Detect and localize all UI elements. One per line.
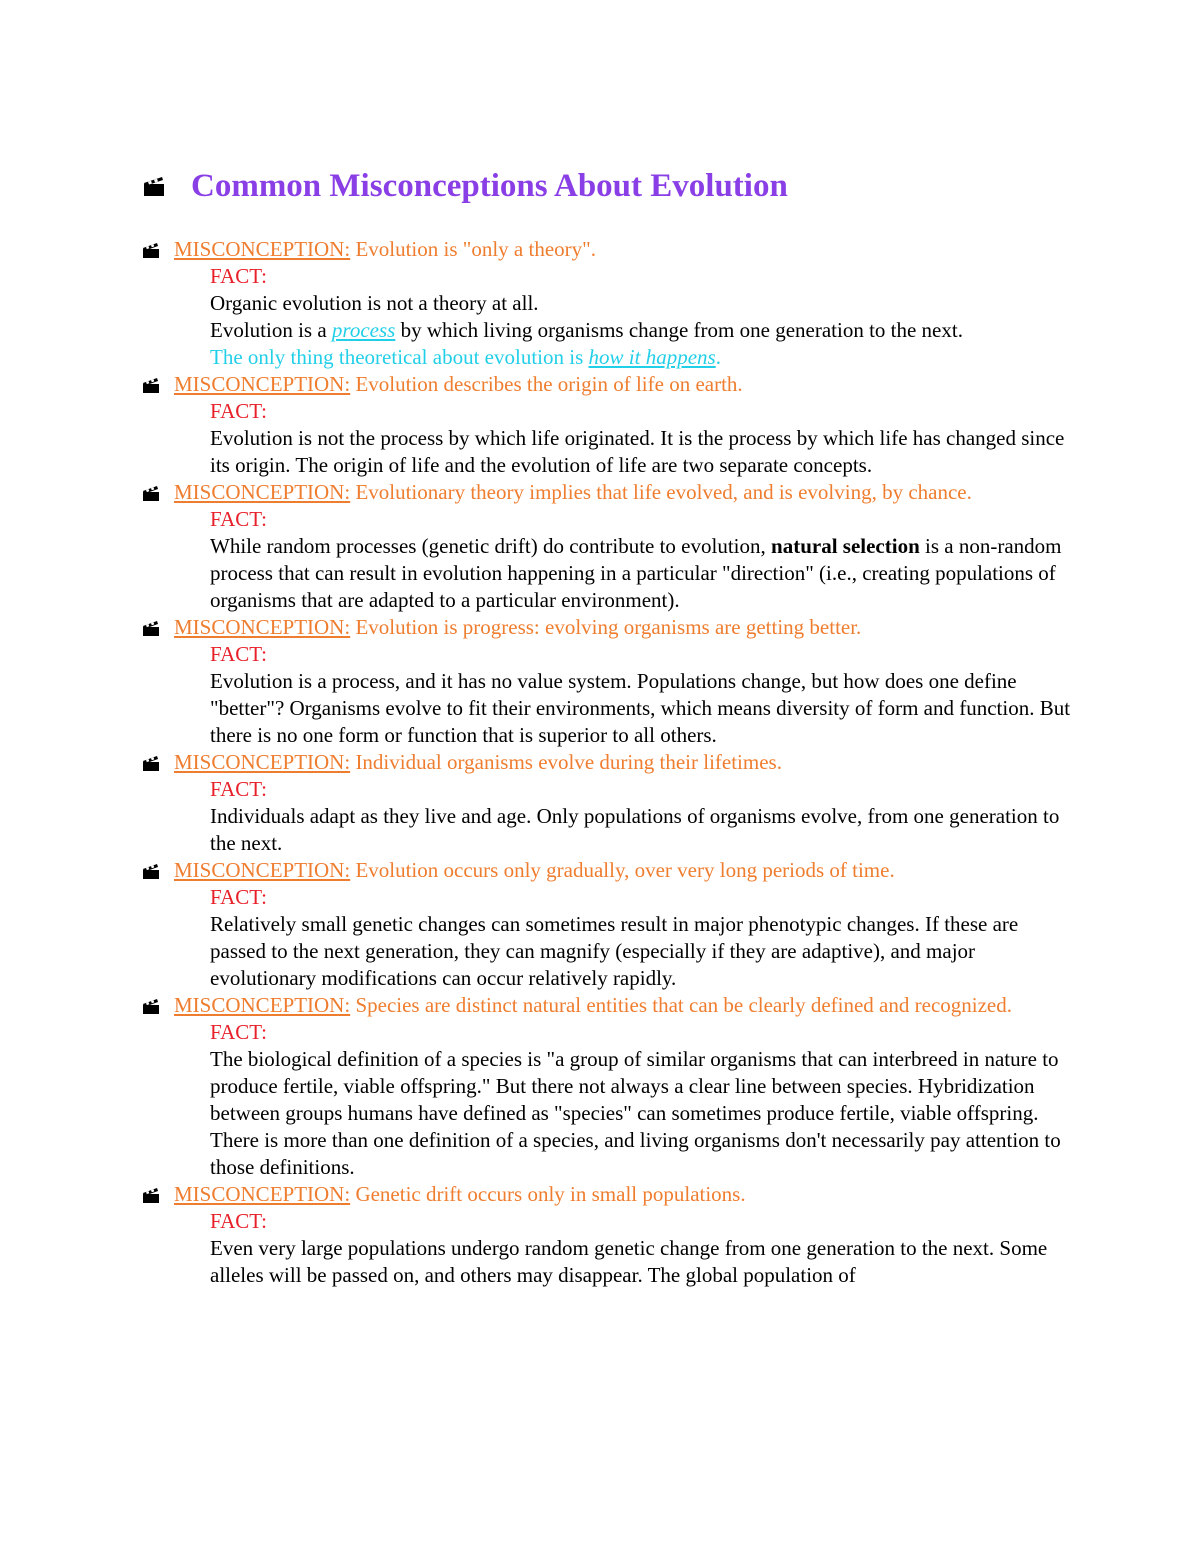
list-item [138, 749, 1073, 857]
clapperboard-icon [142, 863, 160, 880]
misconception-line [138, 236, 1073, 263]
clapperboard-icon [142, 755, 160, 772]
misconception-line [138, 857, 1073, 884]
misconception-label: MISCONCEPTION: [174, 237, 351, 261]
misconception-line [138, 479, 1073, 506]
misconception-text: Species are distinct natural entities that can be clearly defined and recognized. [355, 993, 1012, 1017]
natural-selection-term: natural selection [771, 534, 920, 558]
fact-text [138, 317, 1073, 344]
list-item [138, 992, 1073, 1181]
fact-text-part: is a non-random process that can result in evolution happening in a particular "direction" (i.e., creating populations of organisms that are adapted to a particular environment). [210, 534, 1062, 612]
page-title: Common Misconceptions About Evolution [191, 168, 788, 204]
misconception-line [138, 749, 1073, 776]
misconception-line [138, 1181, 1073, 1208]
fact-label: FACT: [210, 1020, 267, 1044]
clapperboard-icon [142, 174, 166, 198]
misconception-text: Genetic drift occurs only in small populations. [355, 1182, 746, 1206]
fact-text: Even very large populations undergo random genetic change from one generation to the next. Some alleles will be passed on, and others may disappear. The global population of [210, 1236, 1048, 1287]
fact-label: FACT: [210, 777, 267, 801]
how-it-happens-link[interactable]: how it happens [588, 345, 716, 369]
fact-text [138, 533, 1073, 614]
misconception-text: Evolution is progress: evolving organisms are getting better. [355, 615, 862, 639]
misconception-text: Evolution describes the origin of life on earth. [355, 372, 743, 396]
misconception-label: MISCONCEPTION: [174, 993, 351, 1017]
misconception-line [138, 371, 1073, 398]
process-link[interactable]: process [331, 318, 396, 342]
fact-text: Evolution is a process, and it has no value system. Populations change, but how does one define "better"? Organisms evolve to fit their environments, which means diversity of form and function. But there is no one form or function that is superior to all others. [210, 669, 1071, 747]
misconception-label: MISCONCEPTION: [174, 858, 351, 882]
title-row [142, 166, 788, 206]
misconception-text: Evolution occurs only gradually, over very long periods of time. [355, 858, 895, 882]
highlight-text [138, 344, 1073, 371]
misconception-text: Evolutionary theory implies that life evolved, and is evolving, by chance. [355, 480, 972, 504]
misconception-label: MISCONCEPTION: [174, 480, 351, 504]
clapperboard-icon [142, 620, 160, 637]
fact-label: FACT: [210, 399, 267, 423]
misconception-list [138, 236, 1073, 1289]
misconception-label: MISCONCEPTION: [174, 615, 351, 639]
misconception-text: Evolution is "only a theory". [355, 237, 596, 261]
clapperboard-icon [142, 1187, 160, 1204]
misconception-label: MISCONCEPTION: [174, 1182, 351, 1206]
list-item [138, 1181, 1073, 1289]
list-item [138, 857, 1073, 992]
highlight-text-part: The only thing theoretical about evolution is [210, 345, 589, 369]
misconception-label: MISCONCEPTION: [174, 750, 351, 774]
fact-text-part: by which living organisms change from one generation to the next. [395, 318, 963, 342]
misconception-text: Individual organisms evolve during their lifetimes. [355, 750, 782, 774]
misconception-line [138, 992, 1073, 1019]
misconception-label: MISCONCEPTION: [174, 372, 351, 396]
fact-text: Relatively small genetic changes can sometimes result in major phenotypic changes. If these are passed to the next generation, they can magnify (especially if they are adaptive), and major evolutionary modifications can occur relatively rapidly. [210, 912, 1019, 990]
fact-label: FACT: [210, 507, 267, 531]
list-item [138, 479, 1073, 614]
fact-label: FACT: [210, 264, 267, 288]
misconception-line [138, 614, 1073, 641]
clapperboard-icon [142, 377, 160, 394]
clapperboard-icon [142, 485, 160, 502]
fact-text: Organic evolution is not a theory at all. [210, 291, 539, 315]
fact-label: FACT: [210, 1209, 267, 1233]
list-item [138, 371, 1073, 479]
fact-text-part: Evolution is a [210, 318, 332, 342]
highlight-text-part: . [715, 345, 721, 369]
fact-label: FACT: [210, 642, 267, 666]
fact-text: The biological definition of a species is "a group of similar organisms that can interbreed in nature to produce fertile, viable offspring." But there not always a clear line between species. Hybridization between groups humans have defined as "species" can sometimes produce fertile, viable offspring. There is more than one definition of a species, and living organisms don't necessarily pay attention to those definitions. [210, 1047, 1061, 1179]
list-item [138, 236, 1073, 371]
fact-text-part: While random processes (genetic drift) do contribute to evolution, [210, 534, 772, 558]
fact-text: Individuals adapt as they live and age. Only populations of organisms evolve, from one generation to the next. [210, 804, 1060, 855]
clapperboard-icon [142, 242, 160, 259]
list-item [138, 614, 1073, 749]
fact-label: FACT: [210, 885, 267, 909]
fact-text: Evolution is not the process by which life originated. It is the process by which life has changed since its origin. The origin of life and the evolution of life are two separate concepts. [210, 426, 1065, 477]
clapperboard-icon [142, 998, 160, 1015]
